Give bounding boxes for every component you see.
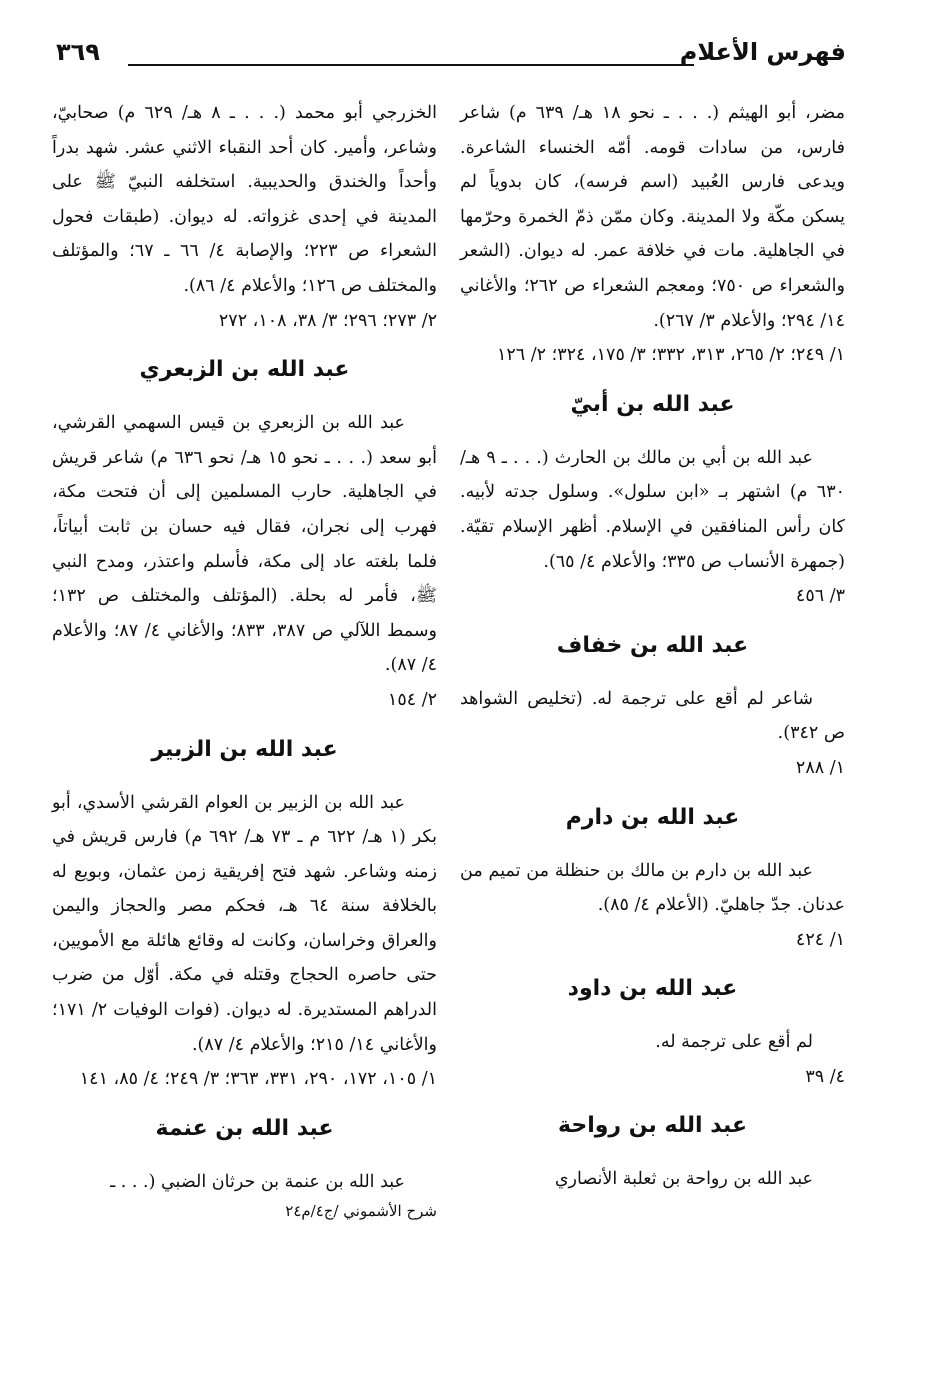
page-number: ٣٦٩ (56, 38, 100, 66)
entry-heading: عبد الله بن الزبير (151, 736, 338, 762)
entry-text: شاعر لم أقع على ترجمة له. (تخليص الشواهد ص ٣٤٢). (460, 688, 845, 744)
footer-note: شرح الأشموني /ج٤/م٢٤ (285, 1202, 437, 1221)
entry-references: ٢/ ٢٧٣؛ ٢٩٦؛ ٣/ ٣٨، ١٠٨، ٢٧٢ (218, 310, 437, 331)
page-header (56, 38, 846, 78)
entry-text: لم أقع على ترجمة له. (655, 1032, 813, 1053)
entry-text: عبد الله بن الزبير بن العوام القرشي الأسدي، أبو بكر (١ هـ/ ٦٢٢ م ـ ٧٣ هـ/ ٦٩٢ م) فارس قريش في زمنه وشاعر. شهد فتح إفريقية زمن عثمان، وبويع له بالخلافة سنة ٦٤ هـ، فحكم مصر والحجاز واليمن والعراق وخراسان، وكانت له وقائع هائلة مع الأمويين، حتى حاصره الحجاج وقتله في مكة. أوّل من ضرب الدراهم المستديرة. له ديوان. (فوات الوفيات ٢/ ١٧١؛ والأغاني ١٤/ ٢١٥؛ والأعلام ٤/ ٨٧). (52, 792, 438, 1055)
header-rule (128, 64, 694, 66)
entry-references: ١/ ٤٢٤ (795, 929, 845, 950)
entry-heading: عبد الله بن دارم (565, 804, 740, 830)
entry-text: عبد الله بن أبي بن مالك بن الحارث (. . . ـ ٩ هـ/ ٦٣٠ م) اشتهر بـ «ابن سلول». وسلول جدته لأبيه. كان رأس المنافقين في الإسلام. أظهر الإسلام تقيّة. (جمهرة الأنساب ص ٣٣٥؛ والأعلام ٤/ ٦٥). (460, 447, 845, 572)
right-column (460, 96, 845, 1197)
entry-heading: عبد الله بن الزبعري (139, 357, 350, 383)
entry-references: ١/ ١٠٥، ١٧٢، ٢٩٠، ٣٣١، ٣٦٣؛ ٣/ ٢٤٩؛ ٤/ ٨٥، ١٤١ (79, 1069, 437, 1090)
entry-references: ٢/ ١٥٤ (387, 689, 437, 710)
entry-heading: عبد الله بن رواحة (558, 1113, 747, 1139)
running-title: فهرس الأعلام (679, 38, 846, 66)
entry-heading: عبد الله بن خفاف (556, 632, 749, 658)
entry-heading: عبد الله بن أبيّ (570, 391, 735, 417)
entry-text: عبد الله بن رواحة بن ثعلبة الأنصاري (554, 1169, 813, 1190)
entry-text: عبد الله بن دارم بن مالك بن حنظلة من تميم من عدنان. جدّ جاهليّ. (الأعلام ٤/ ٨٥). (460, 860, 845, 916)
entry-references: ٣/ ٤٥٦ (795, 586, 845, 607)
entry-references: ١/ ٢٤٩؛ ٢/ ٢٦٥، ٣١٣، ٣٣٢؛ ٣/ ١٧٥، ٣٢٤؛ ٢/ ١٢٦ (497, 345, 845, 366)
entry-references: ٤/ ٣٩ (805, 1066, 845, 1087)
entry-heading: عبد الله بن داود (567, 976, 738, 1002)
continued-entry-text: مضر، أبو الهيثم (. . . ـ نحو ١٨ هـ/ ٦٣٩ م) شاعر فارس، من سادات قومه. أمّه الخنساء الشاعرة. ويدعى فارس العُبيد (اسم فرسه)، كان بدوياً لم يسكن مكّة ولا المدينة. وكان ممّن ذمّ الخمرة وحرّمها في الجاهلية. مات في خلافة عمر. له ديوان. (الشعر والشعراء ص ٧٥٠؛ ومعجم الشعراء ص ٢٦٢؛ والأغاني ١٤/ ٢٩٤؛ والأعلام ٣/ ٢٦٧). (460, 103, 845, 331)
continued-entry-text: الخزرجي أبو محمد (. . . ـ ٨ هـ/ ٦٢٩ م) صحابيّ، وشاعر، وأمير. كان أحد النقباء الاثني عشر. شهد بدراً وأحداً والخندق والحديبية. استخلفه النبيّ ﷺ على المدينة في إحدى غزواته. له ديوان. (طبقات فحول الشعراء ص ٢٢٣؛ والإصابة ٤/ ٦٦ ـ ٦٧؛ والمؤتلف والمختلف ص ١٢٦؛ والأعلام ٤/ ٨٦). (52, 103, 437, 296)
left-column (52, 96, 437, 1223)
entry-heading: عبد الله بن عنمة (155, 1115, 334, 1141)
entry-references: ١/ ٢٨٨ (795, 757, 845, 778)
entry-text: عبد الله بن عنمة بن حرثان الضبي (. . . ـ (110, 1171, 405, 1192)
entry-text: عبد الله بن الزبعري بن قيس السهمي القرشي، أبو سعد (. . . ـ نحو ١٥ هـ/ نحو ٦٣٦ م) شاعر قريش في الجاهلية. حارب المسلمين إلى أن فتحت مكة، فهرب إلى نجران، فقال فيه حسان بن ثابت أبياتاً، فلما بلغته عاد إلى مكة، فأسلم واعتذر، ومدح النبي ﷺ، فأمر له بحلة. (المؤتلف والمختلف ص ١٣٢؛ وسمط اللآلي ص ٣٨٧، ٨٣٣؛ والأغاني ٤/ ٨٧؛ والأعلام ٤/ ٨٧). (52, 413, 437, 676)
